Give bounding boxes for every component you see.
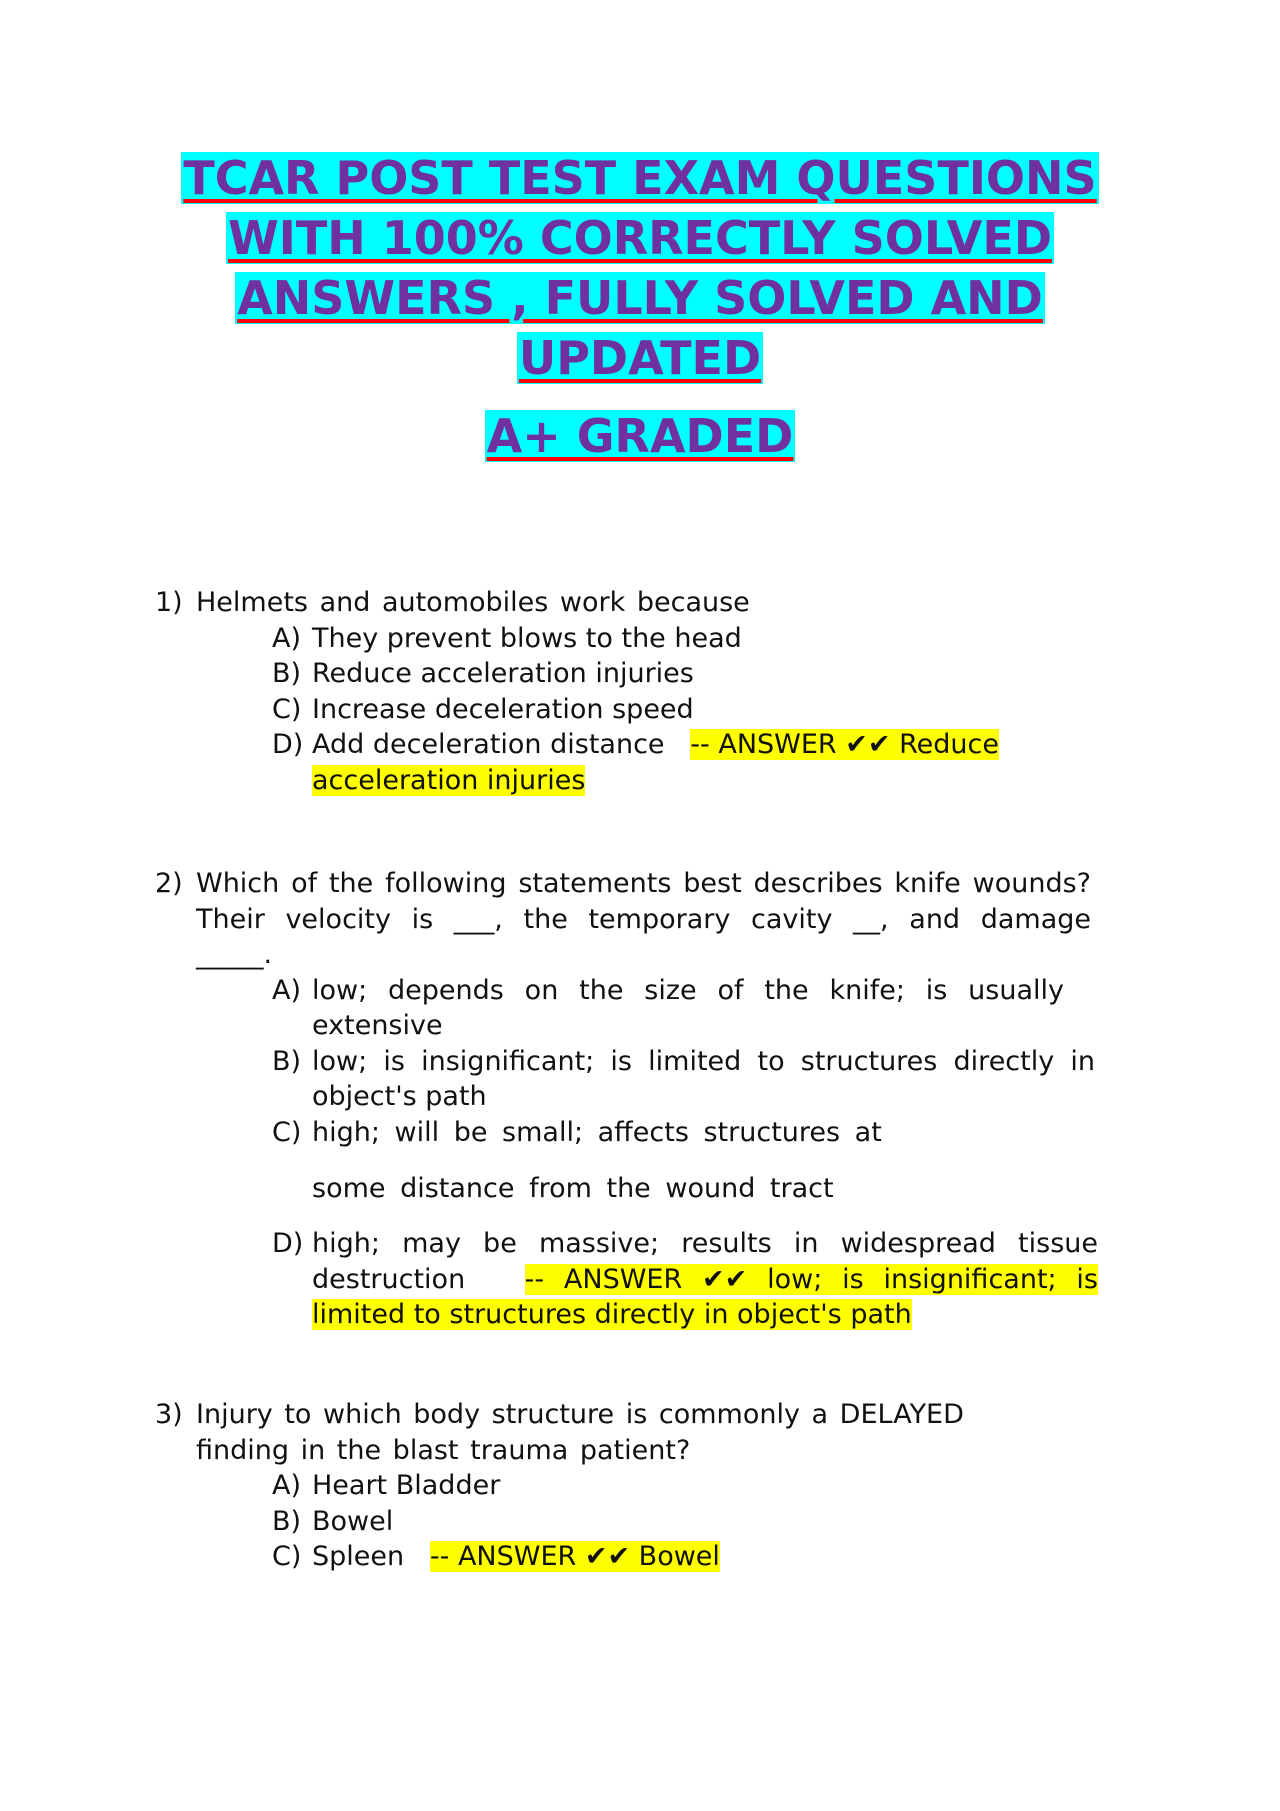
option-letter: A) xyxy=(272,622,302,654)
option-letter: B) xyxy=(272,1045,302,1077)
question-text: Which of the following statements best describes knife wounds? Their velocity is ___, the temporary cavity __, and damage _____. xyxy=(196,868,1091,970)
option-text: Add deceleration distance xyxy=(312,729,665,760)
title-line-4: UPDATED xyxy=(518,331,762,385)
option-letter: C) xyxy=(272,1116,302,1148)
document-title xyxy=(150,152,1130,470)
answer-highlight: -- ANSWER ✔✔ Bowel xyxy=(429,1541,720,1572)
option-letter: C) xyxy=(272,1541,302,1572)
question-text: Injury to which body structure is commonly a DELAYED finding in the blast trauma patient? xyxy=(196,1399,964,1466)
grade-label: A+ GRADED xyxy=(486,409,794,463)
option-letter: B) xyxy=(272,1505,302,1537)
title-line-2: WITH 100% CORRECTLY SOLVED xyxy=(227,211,1053,265)
option-letter: D) xyxy=(272,1228,304,1259)
option-text-continuation: some distance from the wound tract xyxy=(312,1172,834,1204)
question-number: 3) xyxy=(155,1399,183,1430)
option-letter: A) xyxy=(272,1470,302,1501)
title-line-3: ANSWERS , FULLY SOLVED AND xyxy=(237,271,1043,325)
option-letter: A) xyxy=(272,974,302,1006)
option-d-with-answer xyxy=(312,1226,1098,1333)
option-text: Heart Bladder xyxy=(312,1470,501,1501)
option-letter: B) xyxy=(272,658,302,689)
option-letter: D) xyxy=(272,729,304,760)
option-text: low; is insignificant; is limited to structures directly in object's path xyxy=(312,1045,1095,1112)
option-text: low; depends on the size of the knife; is usually extensive xyxy=(312,974,1064,1041)
option-text: They prevent blows to the head xyxy=(312,622,742,654)
answer-highlight: -- ANSWER ✔✔ Reduce acceleration injuries xyxy=(312,729,999,796)
title-line-1: TCAR POST TEST EXAM QUESTIONS xyxy=(183,151,1097,205)
question-number: 2) xyxy=(155,868,183,899)
option-text: high; will be small; affects structures at xyxy=(312,1116,882,1148)
option-letter: C) xyxy=(272,693,302,725)
option-text: Bowel xyxy=(312,1505,394,1537)
answer-highlight: -- ANSWER ✔✔ low; is insignificant; is limited to structures directly in object's path xyxy=(312,1263,1099,1330)
option-d-with-answer xyxy=(312,727,1032,798)
question-text: Helmets and automobiles work because xyxy=(196,587,750,618)
option-text: Increase deceleration speed xyxy=(312,693,694,725)
option-text: Reduce acceleration injuries xyxy=(312,658,694,689)
option-text: Spleen xyxy=(312,1541,405,1572)
option-c-with-answer xyxy=(312,1539,1092,1575)
question-number: 1) xyxy=(155,587,183,618)
option-text: high; may be massive; results in widespread tissue destruction xyxy=(312,1228,1098,1295)
